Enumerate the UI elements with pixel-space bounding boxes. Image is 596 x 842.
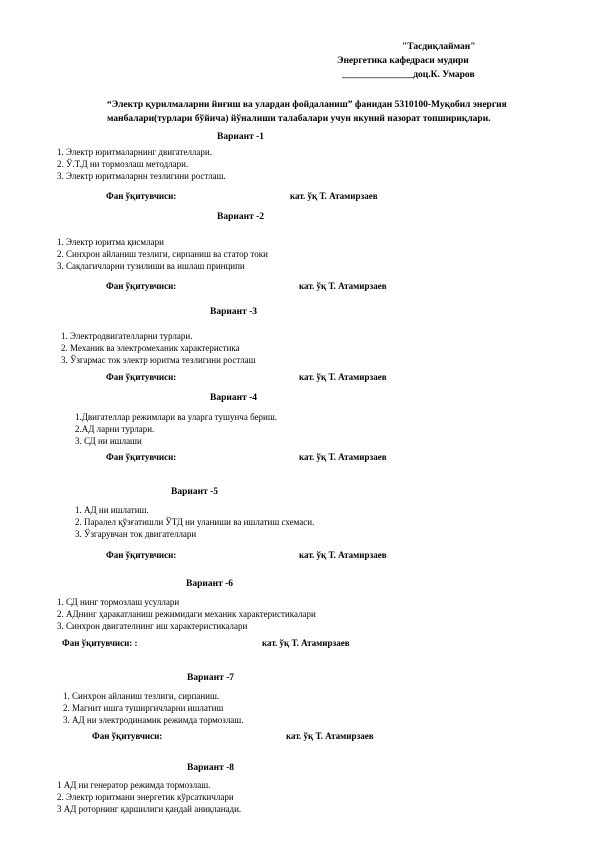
list-item: 2. АДнинг ҳаракатланиш режимидаги механик характеристикалари: [57, 609, 316, 619]
list-item: 1.Двигателлар режимлари ва уларга тушунча бериш.: [75, 412, 278, 422]
teacher-name: кат. ўқ Т. Атамирзаев: [299, 281, 387, 291]
list-item: 2. Механик ва электромеханик характеристика: [61, 343, 240, 353]
variant-heading: Вариант -8: [187, 763, 235, 773]
list-item: 1. Синхрон айланиш тезлиги, сирпаниш.: [63, 691, 220, 701]
approval-title: "Тасдиқлайман": [402, 42, 476, 52]
list-item: 3. Электр юритмаларнн тезлигини ростлаш.: [57, 171, 226, 181]
list-item: 1. Электр юритма қисмлари: [57, 237, 164, 247]
teacher-name: кат. ўқ Т. Атамирзаев: [262, 638, 350, 648]
teacher-name: кат. ўқ Т. Атамирзаев: [299, 452, 387, 462]
list-item: 2.АД ларни турлари.: [75, 424, 155, 434]
variant-heading: Вариант -1: [217, 132, 265, 142]
teacher-label: Фан ўқитувчиси:: [106, 281, 177, 291]
list-item: 3. Синхрон двигателнинг иш характеристикалари: [57, 621, 248, 631]
teacher-label: Фан ўқитувчиси:: [106, 191, 177, 201]
list-item: 1. Электродвигателларни турлари.: [61, 331, 193, 341]
variant-heading: Вариант -3: [210, 307, 258, 317]
list-item: 2. Электр юритмани энергетик кўрсаткичлари: [57, 792, 234, 802]
list-item: 1 АД ни генератор режимда тормозлаш.: [57, 780, 211, 790]
variant-heading: Вариант -5: [171, 487, 219, 497]
list-item: 3. Ўзгармас ток электр юритма тезлигини ростлаш: [61, 355, 256, 365]
teacher-label: Фан ўқитувчиси:: [106, 550, 177, 560]
list-item: 1. Электр юритмаларнинг двигателлари.: [57, 147, 212, 157]
teacher-name: кат. ўқ Т. Атамирзаев: [299, 550, 387, 560]
list-item: 3. АД ни электродинамик режимда тормозлаш.: [63, 715, 244, 725]
teacher-label: Фан ўқитувчиси: :: [62, 638, 138, 648]
list-item: 3. СД ни ишлаши: [75, 436, 142, 446]
teacher-name: кат. ўқ Т. Атамирзаев: [286, 731, 374, 741]
list-item: 1. СД нинг тормозлаш усуллари: [57, 597, 180, 607]
list-item: 2. Магнит ишга туширгичларни ишлатиш: [63, 703, 224, 713]
document-title-line1: “Электр қурилмаларни йиғиш ва улардан фойдаланиш” фанидан 5310100-Муқобил энергия: [107, 100, 507, 110]
document-title-line2: манбалари(турлари бўйича) йўналиши талабалари учун якуний назорат топшириқлари.: [107, 114, 491, 124]
list-item: 2. Синхрон айланиш тезлиги, сирпаниш ва статор токи: [57, 249, 268, 259]
approval-department: Энергетика кафедраси мудири: [337, 56, 469, 66]
list-item: 3. Сақлагичларни тузилиши ва ишлаш принципи: [57, 261, 245, 271]
teacher-name: кат. ўқ Т. Атамирзаев: [290, 191, 378, 201]
list-item: 2. Ў.Т.Д ни тормозлаш методлари.: [57, 159, 189, 169]
list-item: 3. Ўзгарувчан ток двигателлари: [75, 529, 197, 539]
list-item: 2. Паралел қўзғатишли ЎТД ни уланиши ва ишлатиш схемаси.: [75, 517, 315, 527]
variant-heading: Вариант -4: [210, 393, 258, 403]
teacher-label: Фан ўқитувчиси:: [106, 372, 177, 382]
variant-heading: Вариант -7: [187, 673, 235, 683]
teacher-name: кат. ўқ Т. Атамирзаев: [299, 372, 387, 382]
list-item: 3 АД роторнинг қаршилиги қандай аниқланади.: [57, 804, 242, 814]
teacher-label: Фан ўқитувчиси:: [92, 731, 163, 741]
list-item: 1. АД ни ишлатиш.: [75, 505, 149, 515]
approval-signature: _______________доц.К. Умаров: [342, 70, 475, 80]
teacher-label: Фан ўқитувчиси:: [106, 452, 177, 462]
variant-heading: Вариант -6: [186, 579, 234, 589]
variant-heading: Вариант -2: [217, 212, 265, 222]
